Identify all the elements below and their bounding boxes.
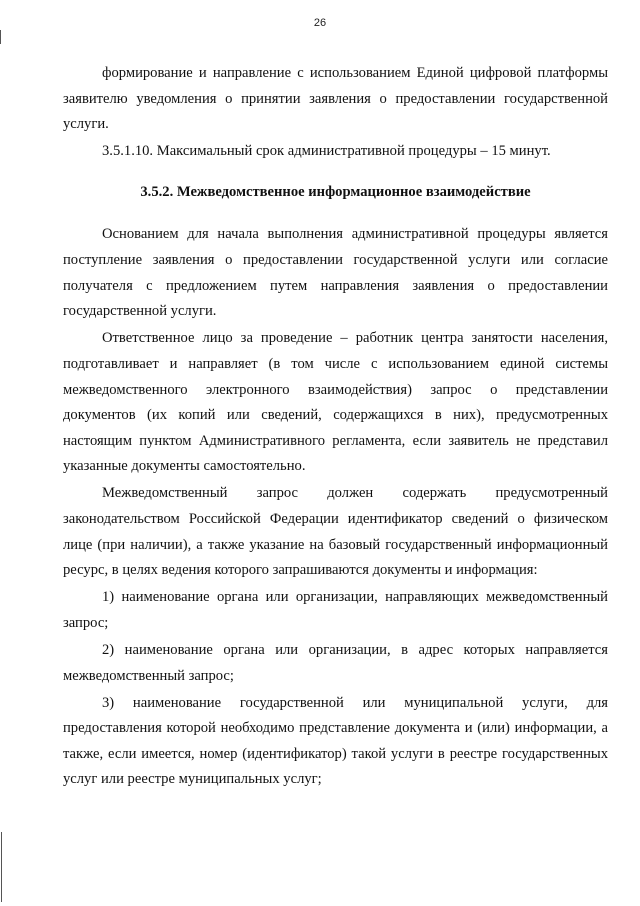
paragraph: формирование и направление с использованием Единой цифровой платформы заявителю уведомления о принятии заявления о предоставлении государственной услуги.: [63, 65, 608, 133]
scan-edge-mark-top: [0, 30, 1, 44]
paragraph: Межведомственный запрос должен содержать предусмотренный законодательством Российской Федерации идентификатор сведений о физическом лице (при наличии), а также указание на базовый государственный информационный ресурс, в целях ведения которого запрашиваются документы и информация:: [63, 485, 608, 579]
document-body: [63, 61, 608, 793]
paragraph: Ответственное лицо за проведение – работник центра занятости населения, подготавливает и направляет (в том числе с использованием единой системы межведомственного электронного взаимодействия) запрос о представлении документов (их копий или сведений, содержащихся в них), предусмотренных настоящим пунктом Административного регламента, если заявитель не представил указанные документы самостоятельно.: [63, 330, 608, 475]
list-item: 3) наименование государственной или муниципальной услуги, для предоставления которой необходимо представление документа и (или) информации, а также, если имеется, номер (идентификатор) такой услуги в реестре государственных услуг или реестре муниципальных услуг;: [63, 694, 608, 788]
scan-edge-mark-bottom: [1, 832, 2, 902]
list-item: 2) наименование органа или организации, в адрес которых направляется межведомственный запрос;: [63, 641, 608, 684]
paragraph: Основанием для начала выполнения административной процедуры является поступление заявления о предоставлении государственной услуги или согласие получателя с предложением путем направления заявления о предоставлении государственной услуги.: [63, 226, 608, 320]
section-heading: 3.5.2. Межведомственное информационное взаимодействие: [140, 183, 531, 200]
page-number: 26: [313, 17, 327, 29]
list-item: 1) наименование органа или организации, направляющих межведомственный запрос;: [63, 589, 608, 631]
paragraph: 3.5.1.10. Максимальный срок административной процедуры – 15 минут.: [102, 143, 551, 160]
